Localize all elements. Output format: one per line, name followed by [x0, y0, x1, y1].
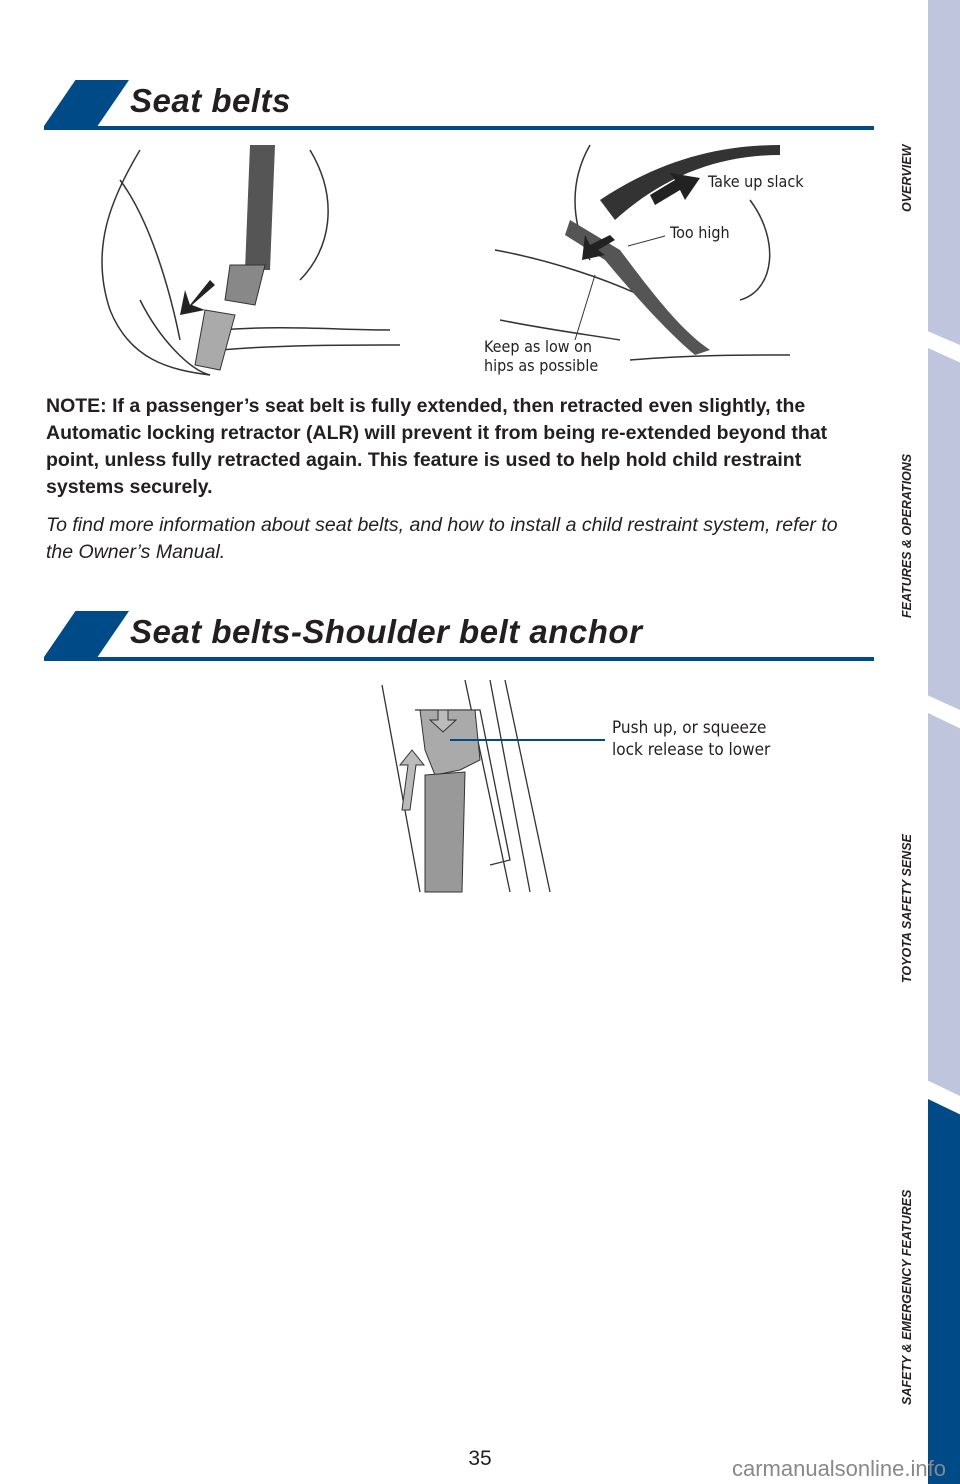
- tab-label-overview[interactable]: OVERVIEW: [900, 144, 914, 212]
- section-title: Seat belts-Shoulder belt anchor: [130, 613, 643, 650]
- section-header-seat-belts: [44, 80, 874, 130]
- header-flag: [44, 611, 129, 657]
- arrow-up-icon: [400, 750, 424, 810]
- watermark: carmanualsonline.info: [731, 1456, 946, 1481]
- label-line: hips as possible: [484, 356, 599, 375]
- label-line: Push up, or squeeze: [612, 718, 767, 738]
- tab-label-features-operations[interactable]: FEATURES & OPERATIONS: [900, 453, 914, 618]
- page-number: 35: [468, 1447, 492, 1470]
- tab-features-operations[interactable]: [928, 348, 960, 710]
- alr-note: NOTE: If a passenger’s seat belt is fully extended, then retracted even slightly, the Automatic locking retractor (ALR) will prevent it from being re-extended beyond that point, unless fully retracted again. This feature is used to help hold child restraint systems securely.: [46, 395, 828, 498]
- tab-safety-emergency[interactable]: [928, 1099, 960, 1484]
- section-header-shoulder-anchor: [44, 611, 874, 661]
- label-line: lock release to lower: [612, 740, 771, 760]
- label-lock-release: [612, 717, 770, 761]
- label-keep-low: [484, 337, 598, 375]
- section-title: Seat belts: [130, 82, 291, 119]
- label-line: Keep as low on: [484, 337, 593, 356]
- header-flag: [44, 80, 129, 126]
- owners-manual-reference: To find more information about seat belts, and how to install a child restraint system, refer to the Owner’s Manual.: [46, 514, 838, 563]
- header-rule: [44, 657, 874, 661]
- arrow-down-icon: [180, 280, 215, 315]
- tab-label-safety-emergency[interactable]: SAFETY & EMERGENCY FEATURES: [900, 1189, 914, 1405]
- label-take-up-slack: Take up slack: [708, 172, 804, 191]
- header-rule: [44, 126, 874, 130]
- tab-label-toyota-safety-sense[interactable]: TOYOTA SAFETY SENSE: [900, 834, 914, 983]
- side-tabs: [928, 0, 960, 1484]
- label-too-high: Too high: [670, 223, 730, 242]
- shoulder-anchor-illustration: [380, 680, 610, 895]
- buckle-illustration: [80, 140, 410, 380]
- tab-toyota-safety-sense[interactable]: [928, 713, 960, 1096]
- tab-overview[interactable]: [928, 0, 960, 345]
